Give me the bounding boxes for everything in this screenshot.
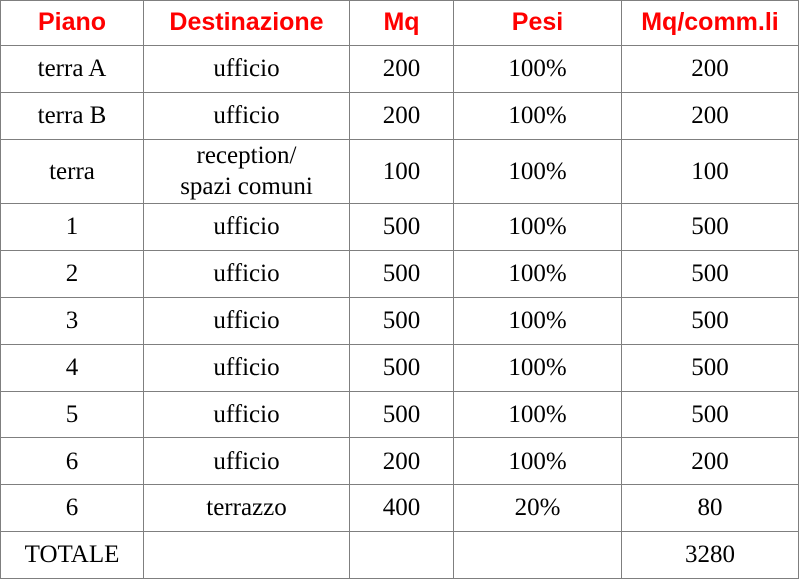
cell-mq-commerciali: 80 <box>622 485 799 532</box>
cell-total-destinazione <box>144 532 350 579</box>
cell-piano: terra B <box>1 92 144 139</box>
column-header-piano: Piano <box>1 1 144 46</box>
cell-total-pesi <box>454 532 622 579</box>
cell-destinazione: ufficio <box>144 391 350 438</box>
cell-mq-commerciali: 100 <box>622 139 799 204</box>
cell-pesi: 100% <box>454 438 622 485</box>
cell-mq: 500 <box>350 344 454 391</box>
total-row <box>1 532 799 579</box>
cell-mq-commerciali: 200 <box>622 92 799 139</box>
cell-destinazione: ufficio <box>144 344 350 391</box>
cell-mq: 500 <box>350 204 454 251</box>
cell-pesi: 100% <box>454 46 622 93</box>
column-header-destinazione: Destinazione <box>144 1 350 46</box>
cell-destinazione: ufficio <box>144 251 350 298</box>
cell-destinazione: ufficio <box>144 438 350 485</box>
cell-mq: 400 <box>350 485 454 532</box>
cell-total-mq-commerciali: 3280 <box>622 532 799 579</box>
table-row <box>1 92 799 139</box>
cell-pesi: 100% <box>454 391 622 438</box>
cell-destinazione-line1: reception/ <box>196 142 297 170</box>
cell-mq-commerciali: 500 <box>622 391 799 438</box>
table-row <box>1 251 799 298</box>
cell-mq: 500 <box>350 251 454 298</box>
cell-piano: 1 <box>1 204 144 251</box>
table-row <box>1 344 799 391</box>
column-header-mq: Mq <box>350 1 454 46</box>
cell-destinazione: ufficio <box>144 92 350 139</box>
cell-pesi: 20% <box>454 485 622 532</box>
cell-pesi: 100% <box>454 251 622 298</box>
cell-total-label: TOTALE <box>1 532 144 579</box>
table-row <box>1 485 799 532</box>
cell-mq-commerciali: 200 <box>622 46 799 93</box>
cell-mq: 200 <box>350 46 454 93</box>
cell-mq: 500 <box>350 391 454 438</box>
cell-destinazione: ufficio <box>144 297 350 344</box>
cell-pesi: 100% <box>454 204 622 251</box>
table-body <box>1 46 799 579</box>
cell-mq-commerciali: 500 <box>622 344 799 391</box>
cell-piano: 3 <box>1 297 144 344</box>
cell-piano: terra <box>1 139 144 204</box>
cell-pesi: 100% <box>454 344 622 391</box>
cell-pesi: 100% <box>454 92 622 139</box>
cell-piano: terra A <box>1 46 144 93</box>
cell-mq: 100 <box>350 139 454 204</box>
cell-mq: 500 <box>350 297 454 344</box>
cell-mq-commerciali: 500 <box>622 204 799 251</box>
cell-piano: 6 <box>1 438 144 485</box>
cell-piano: 2 <box>1 251 144 298</box>
cell-destinazione: ufficio <box>144 46 350 93</box>
cell-destinazione <box>144 139 350 204</box>
table-row <box>1 297 799 344</box>
cell-mq: 200 <box>350 438 454 485</box>
cell-destinazione: ufficio <box>144 204 350 251</box>
cell-mq-commerciali: 500 <box>622 251 799 298</box>
table-row <box>1 438 799 485</box>
column-header-pesi: Pesi <box>454 1 622 46</box>
cell-mq: 200 <box>350 92 454 139</box>
cell-pesi: 100% <box>454 139 622 204</box>
cell-pesi: 100% <box>454 297 622 344</box>
cell-piano: 5 <box>1 391 144 438</box>
cell-total-mq <box>350 532 454 579</box>
header-row <box>1 1 799 46</box>
cell-mq-commerciali: 500 <box>622 297 799 344</box>
cell-mq-commerciali: 200 <box>622 438 799 485</box>
column-header-mq-commerciali: Mq/comm.li <box>622 1 799 46</box>
table-header <box>1 1 799 46</box>
table-row <box>1 139 799 204</box>
cell-destinazione-line2: spazi comuni <box>180 173 313 201</box>
table-row <box>1 391 799 438</box>
table-row <box>1 204 799 251</box>
table-row <box>1 46 799 93</box>
cell-piano: 6 <box>1 485 144 532</box>
cell-destinazione: terrazzo <box>144 485 350 532</box>
cell-piano: 4 <box>1 344 144 391</box>
